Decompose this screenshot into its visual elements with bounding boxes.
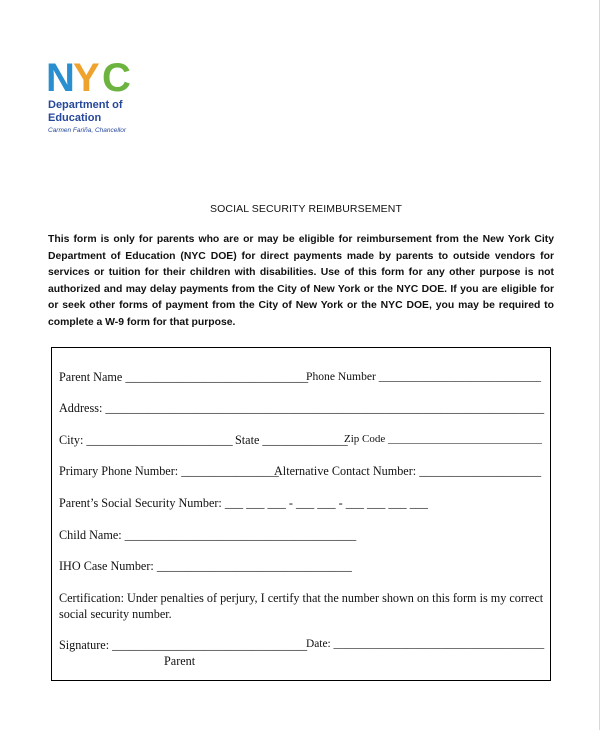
phone-number-field[interactable]: Phone Number ____________________________ bbox=[306, 370, 542, 383]
nyc-doe-logo bbox=[46, 57, 144, 134]
child-name-field[interactable]: Child Name: ______________________________________ bbox=[59, 528, 357, 542]
signature-field[interactable]: Signature: ________________________________ bbox=[59, 638, 308, 652]
certification-text-line1: Certification: Under penalties of perjury, I certify that the number shown on this form is my correct bbox=[59, 591, 544, 605]
svg-text:C: C bbox=[102, 57, 131, 97]
intro-paragraph: This form is only for parents who are or may be eligible for reimbursement from the New York City Department of Education (NYC DOE) for direct payments made by parents to outside vendors for services or tuition for their children with disabilities. Use of this form for any other purpose is not authorized and may delay payments from the City of New York or the NYC DOE. If you are eligible for or seek other forms of payment from the City of New York or the NYC DOE, you may be required to complete a W-9 form for that purpose. bbox=[48, 234, 554, 328]
primary-phone-field[interactable]: Primary Phone Number: ________________ bbox=[59, 464, 279, 478]
parent-name-field[interactable]: Parent Name ______________________________ bbox=[59, 370, 309, 384]
alternative-contact-field[interactable]: Alternative Contact Number: ____________________ bbox=[274, 464, 542, 478]
iho-case-number-field[interactable]: IHO Case Number: ________________________________ bbox=[59, 559, 352, 573]
logo-department-text bbox=[48, 99, 123, 125]
nyc-logo-icon bbox=[46, 57, 144, 97]
address-field[interactable]: Address: ________________________________________________________________________ bbox=[59, 401, 545, 415]
zip-code-field[interactable]: Zip Code ____________________________ bbox=[344, 433, 542, 445]
certification-text-line2: social security number. bbox=[59, 607, 172, 621]
logo-education-line: Education bbox=[48, 112, 102, 124]
form-box bbox=[51, 347, 551, 681]
city-field[interactable]: City: ________________________ bbox=[59, 433, 233, 447]
signature-sublabel: Parent bbox=[164, 654, 196, 668]
date-field[interactable]: Date: _____________________________________ bbox=[306, 638, 545, 650]
logo-department-line: Department of bbox=[48, 99, 123, 111]
ssn-field[interactable]: Parent’s Social Security Number: ___ ___ ___ - ___ ___ - ___ ___ ___ ___ bbox=[59, 496, 428, 510]
document-title: SOCIAL SECURITY REIMBURSEMENT bbox=[210, 203, 402, 215]
svg-text:N: N bbox=[46, 57, 75, 97]
svg-text:Y: Y bbox=[73, 57, 100, 97]
logo-chancellor-text: Carmen Fariña, Chancellor bbox=[48, 127, 127, 134]
state-field[interactable]: State ______________ bbox=[235, 433, 348, 447]
